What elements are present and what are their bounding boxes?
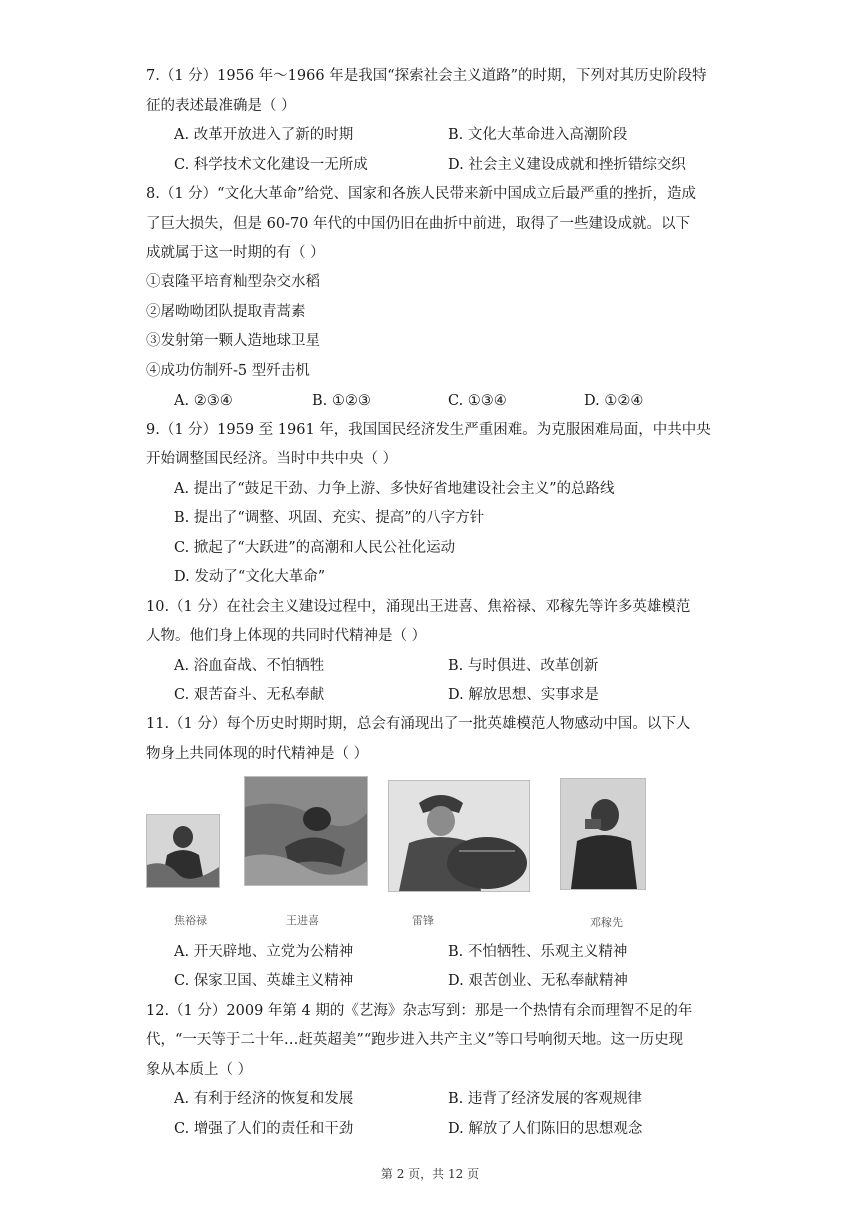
question-text: 代，“一天等于二十年…赶英超美”“跑步进入共产主义”等口号响彻天地。这一历史现 <box>146 1032 684 1048</box>
option-a[interactable]: A. 改革开放进入了新的时期 <box>174 127 354 143</box>
question-text: 人物。他们身上体现的共同时代精神是（ ） <box>146 628 427 644</box>
option-b[interactable]: B. 与时俱进、改革创新 <box>448 658 599 674</box>
question-text: 8.（1 分）“文化大革命”给党、国家和各族人民带来新中国成立后最严重的挫折，造成 <box>146 186 696 202</box>
option-d[interactable]: D. 艰苦创业、无私奉献精神 <box>448 973 628 989</box>
question-text: 了巨大损失，但是 60-70 年代的中国仍旧在曲折中前进，取得了一些建设成就。以下 <box>146 216 691 232</box>
question-text: 成就属于这一时期的有（ ） <box>146 245 325 261</box>
option-c[interactable]: C. 科学技术文化建设一无所成 <box>174 157 368 173</box>
option-c[interactable]: C. 艰苦奋斗、无私奉献 <box>174 687 325 703</box>
caption-wang-jinxi: 王进喜 <box>286 914 319 927</box>
option-b[interactable]: B. ①②③ <box>312 393 371 409</box>
option-b[interactable]: B. 违背了经济发展的客观规律 <box>448 1091 642 1107</box>
option-c[interactable]: C. 保家卫国、英雄主义精神 <box>174 973 354 989</box>
option-b[interactable]: B. 文化大革命进入高潮阶段 <box>448 127 628 143</box>
page-footer: 第 2 页，共 12 页 <box>380 1167 480 1181</box>
question-text: 7.（1 分）1956 年～1966 年是我国“探索社会主义道路”的时期，下列对其历史阶段特 <box>146 68 707 84</box>
caption-jiao-yulu: 焦裕禄 <box>174 914 207 927</box>
option-d[interactable]: D. ①②④ <box>584 393 644 409</box>
list-item: ①袁隆平培育籼型杂交水稻 <box>146 274 320 290</box>
option-c[interactable]: C. 掀起了“大跃进”的高潮和人民公社化运动 <box>174 540 456 556</box>
option-d[interactable]: D. 解放思想、实事求是 <box>448 687 599 703</box>
list-item: ③发射第一颗人造地球卫星 <box>146 333 320 349</box>
option-a[interactable]: A. 有利于经济的恢复和发展 <box>174 1091 354 1107</box>
option-d[interactable]: D. 发动了“文化大革命” <box>174 569 326 585</box>
caption-deng-jiaxian: 邓稼先 <box>590 916 623 929</box>
list-item: ②屠呦呦团队提取青蒿素 <box>146 304 306 320</box>
photo-lei-feng <box>388 780 530 892</box>
question-text: 开始调整国民经济。当时中共中央（ ） <box>146 451 398 467</box>
question-text: 11.（1 分）每个历史时期时期，总会有涌现出了一批英雄模范人物感动中国。以下人 <box>146 716 691 732</box>
question-text: 物身上共同体现的时代精神是（ ） <box>146 746 369 762</box>
option-a[interactable]: A. 开天辟地、立党为公精神 <box>174 944 354 960</box>
hero-photos <box>140 776 660 936</box>
caption-lei-feng: 雷锋 <box>412 914 434 927</box>
option-a[interactable]: A. 提出了“鼓足干劲、力争上游、多快好省地建设社会主义”的总路线 <box>174 481 615 497</box>
photo-deng-jiaxian <box>560 778 646 890</box>
option-c[interactable]: C. 增强了人们的责任和干劲 <box>174 1121 354 1137</box>
question-text: 征的表述最准确是（ ） <box>146 98 296 114</box>
photo-jiao-yulu <box>146 814 220 888</box>
question-text: 10.（1 分）在社会主义建设过程中，涌现出王进喜、焦裕禄、邓稼先等许多英雄模范 <box>146 599 691 615</box>
option-d[interactable]: D. 社会主义建设成就和挫折错综交织 <box>448 157 686 173</box>
option-b[interactable]: B. 提出了“调整、巩固、充实、提高”的八字方针 <box>174 510 485 526</box>
option-a[interactable]: A. ②③④ <box>174 393 233 409</box>
option-b[interactable]: B. 不怕牺牲、乐观主义精神 <box>448 944 628 960</box>
option-c[interactable]: C. ①③④ <box>448 393 507 409</box>
option-a[interactable]: A. 浴血奋战、不怕牺牲 <box>174 658 325 674</box>
photo-wang-jinxi <box>244 776 368 886</box>
option-d[interactable]: D. 解放了人们陈旧的思想观念 <box>448 1121 643 1137</box>
list-item: ④成功仿制歼-5 型歼击机 <box>146 363 310 379</box>
question-text: 象从本质上（ ） <box>146 1062 253 1078</box>
question-text: 12.（1 分）2009 年第 4 期的《艺海》杂志写到：那是一个热情有余而理智不足的年 <box>146 1003 693 1019</box>
question-text: 9.（1 分）1959 至 1961 年，我国国民经济发生严重困难。为克服困难局面，中共中央 <box>146 422 711 438</box>
